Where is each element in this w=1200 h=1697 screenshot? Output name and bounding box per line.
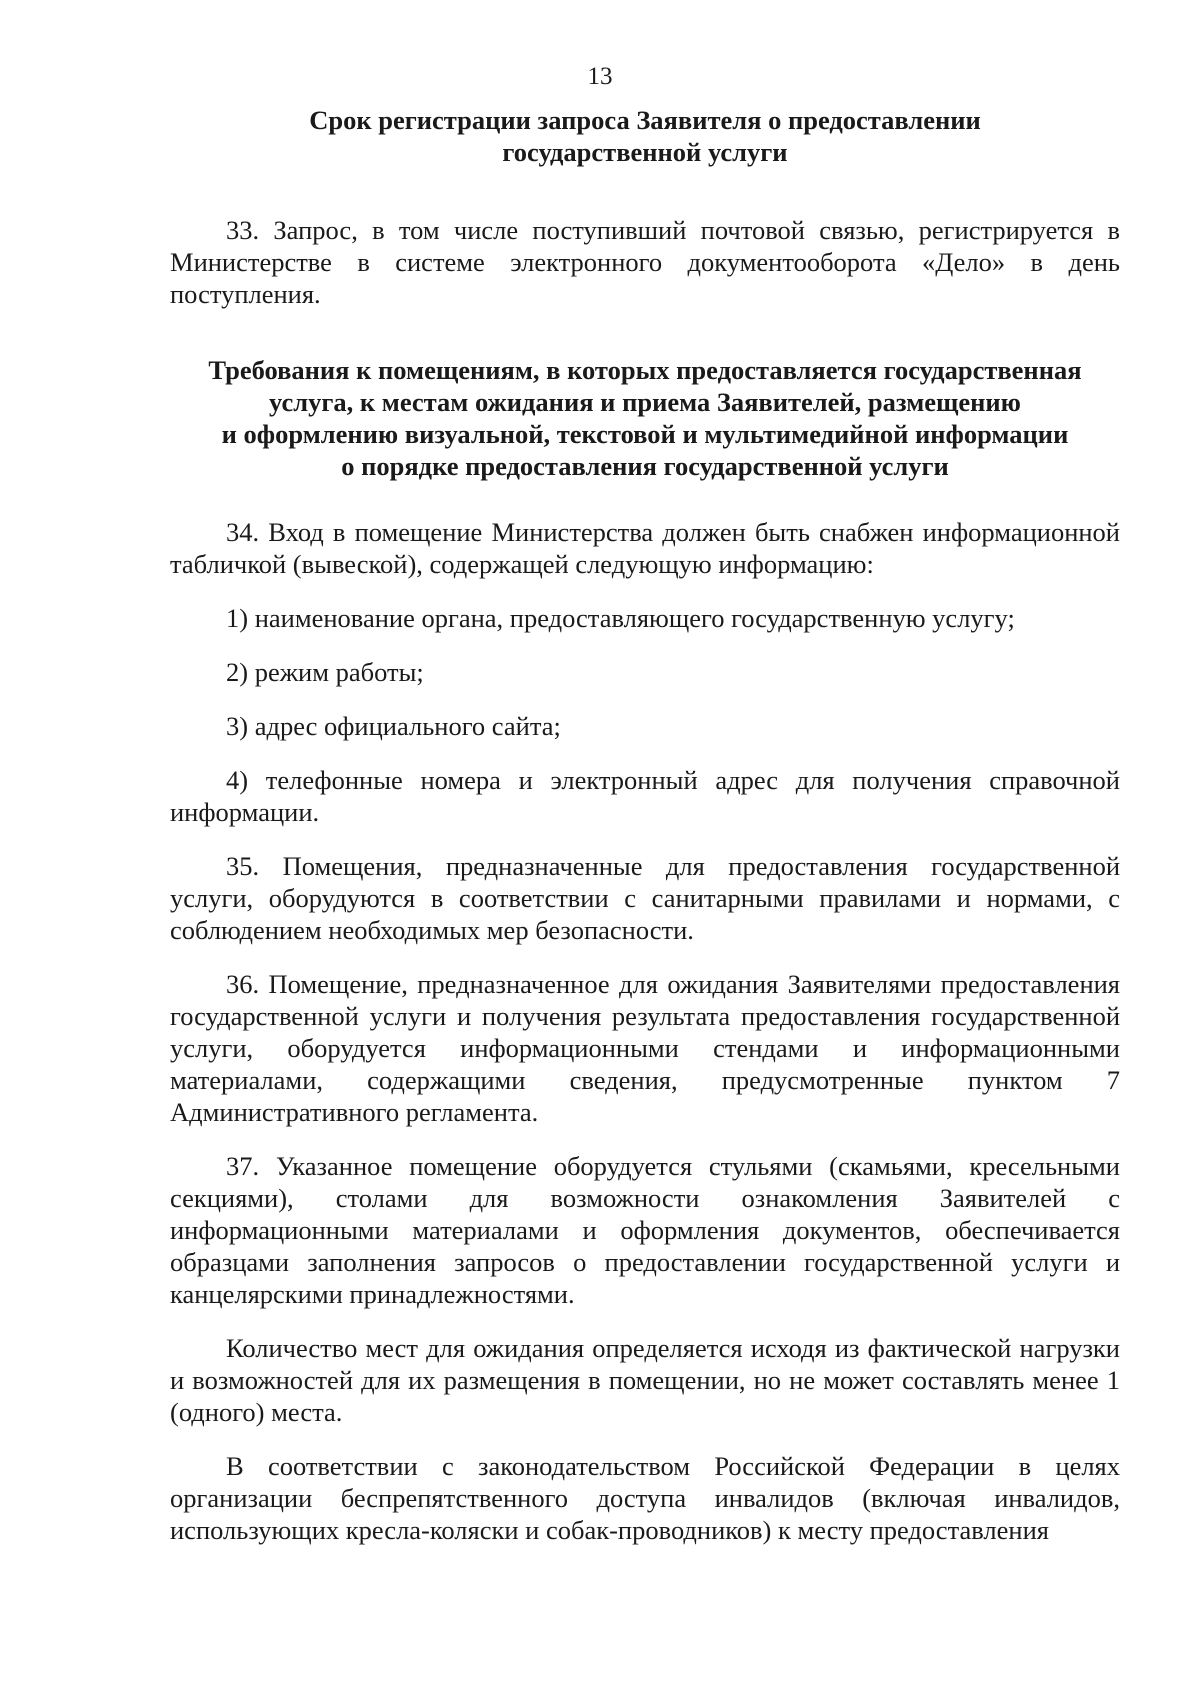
list-item: 2) режим работы;	[226, 657, 424, 687]
paragraph-33: 33. Запрос, в том числе поступивший почтовой связью, регистрируется в Министерстве в системе электронного документооборота «Дело» в день поступления.	[170, 215, 1120, 309]
document-body	[170, 104, 1120, 1546]
paragraph-disabled-access: В соответствии с законодательством Российской Федерации в целях организации беспрепятственного доступа инвалидов (включая инвалидов, использующих кресла-коляски и собак-проводников) к месту предоставления	[170, 1451, 1120, 1545]
heading-line: Срок регистрации запроса Заявителя о предоставлении	[309, 105, 981, 135]
paragraph-36: 36. Помещение, предназначенное для ожидания Заявителями предоставления государственной услуги и получения результата предоставления государственной услуги, оборудуется информационными стендами и информационными материалами, содержащими сведения, предусмотренные пунктом 7 Административного регламента.	[170, 969, 1120, 1127]
heading-line: о порядке предоставления государственной услуги	[341, 451, 949, 481]
page-number: 13	[587, 63, 613, 90]
paragraph-waiting-places: Количество мест для ожидания определяется исходя из фактической нагрузки и возможностей для их размещения в помещении, но не может составлять менее 1 (одного) места.	[170, 1333, 1120, 1427]
paragraph-35: 35. Помещения, предназначенные для предоставления государственной услуги, оборудуются в соответствии с санитарными правилами и нормами, с соблюдением необходимых мер безопасности.	[170, 851, 1120, 945]
heading-line: и оформлению визуальной, текстовой и мультимедийной информации	[221, 419, 1069, 449]
list-item: 1) наименование органа, предоставляющего государственную услугу;	[226, 603, 1015, 633]
section-heading-premises	[170, 354, 1120, 482]
heading-line: услуга, к местам ожидания и приема Заявителей, размещению	[269, 387, 1021, 417]
heading-line: Требования к помещениям, в которых предоставляется государственная	[208, 355, 1082, 385]
heading-line: государственной услуги	[502, 137, 788, 167]
list-item: 4) телефонные номера и электронный адрес для получения справочной информации.	[170, 765, 1120, 827]
list-item: 3) адрес официального сайта;	[226, 711, 561, 741]
paragraph-37: 37. Указанное помещение оборудуется стульями (скамьями, кресельными секциями), столами для возможности ознакомления Заявителей с информационными материалами и оформления документов, обеспечивается образцами заполнения запросов о предоставлении государственной услуги и канцелярскими принадлежностями.	[170, 1151, 1120, 1309]
section-heading-registration	[170, 104, 1120, 168]
paragraph-34: 34. Вход в помещение Министерства должен быть снабжен информационной табличкой (вывеской), содержащей следующую информацию:	[170, 517, 1120, 579]
